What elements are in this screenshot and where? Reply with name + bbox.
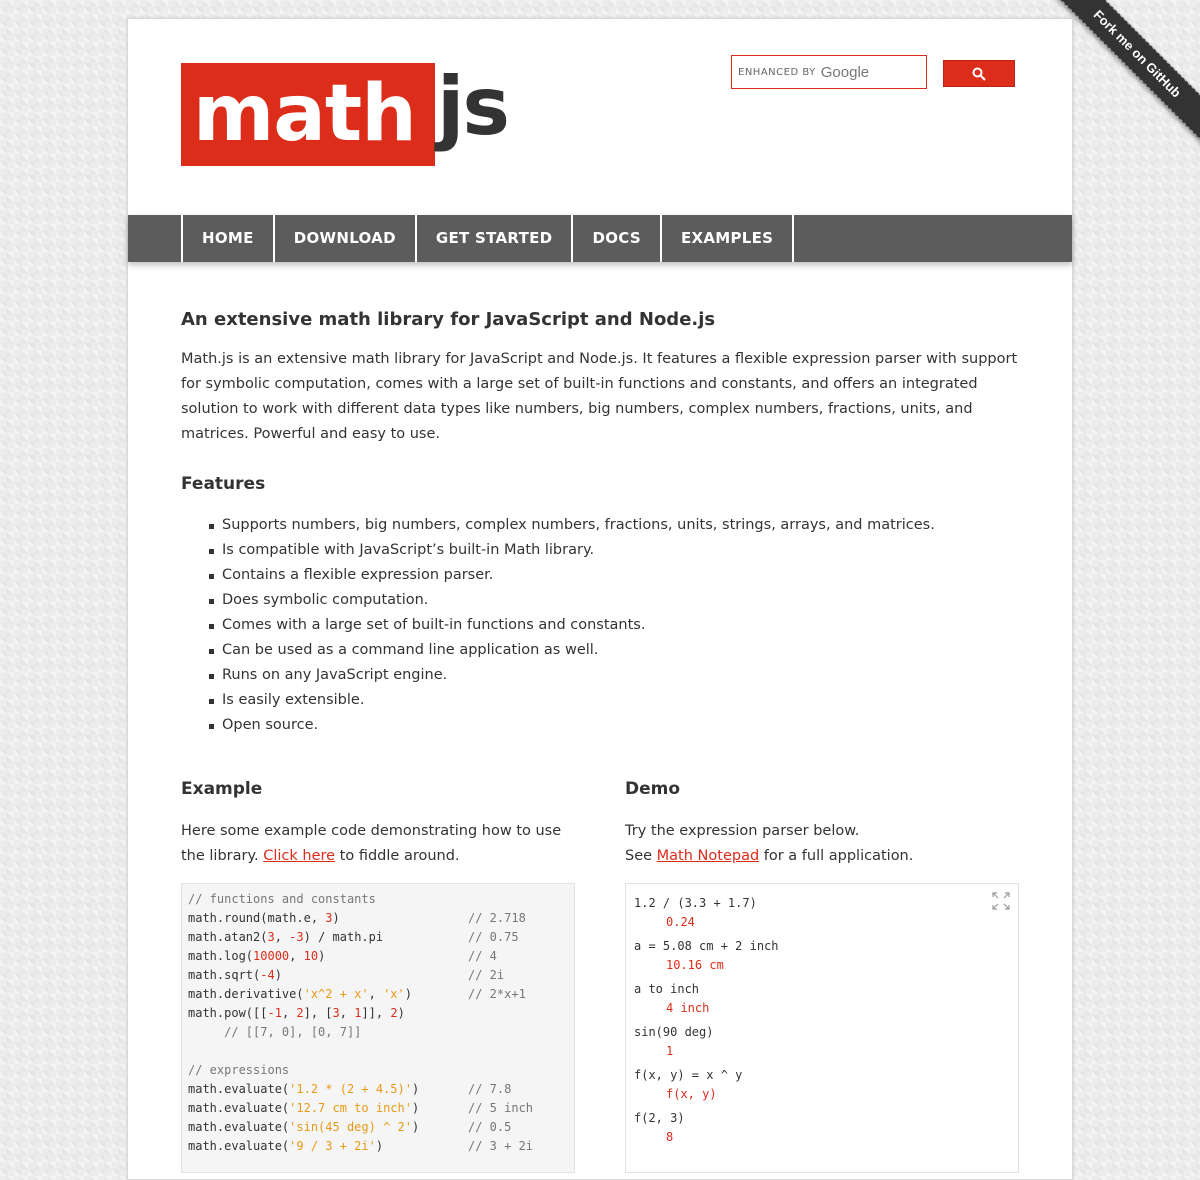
code-token: -4 — [260, 968, 275, 982]
code-token: ) — [318, 949, 326, 963]
demo-result: 1 — [666, 1044, 674, 1058]
code-token: ) — [332, 911, 340, 925]
code-result-comment: // 0.75 — [468, 930, 519, 944]
demo-result: 0.24 — [666, 915, 695, 929]
demo-expression: a to inch — [634, 982, 700, 996]
code-token: math.log( — [188, 949, 254, 963]
demo-result: f(x, y) — [666, 1087, 717, 1101]
intro-paragraph: Math.js is an extensive math library for JavaScript and Node.js. It features a flexible expression parser with support for symbolic computation, comes with a large set of built-in functions and constants, and offers an integrated solution to work with different data types like numbers, big numbers, complex numbers, fractions, units, and matrices. Powerful and easy to use. — [181, 351, 1018, 442]
code-token: ) — [411, 1120, 420, 1134]
code-token: 'x' — [383, 987, 405, 1001]
list-item: Supports numbers, big numbers, complex numbers, fractions, units, strings, arrays, and matrices. — [181, 513, 935, 538]
code-result-comment: // 0.5 — [468, 1120, 512, 1134]
code-line — [188, 1042, 574, 1061]
logo-math-text: math — [181, 63, 435, 166]
code-token: 10000 — [253, 949, 290, 963]
code-token: math.derivative( — [188, 987, 304, 1001]
demo-result: 10.16 cm — [666, 958, 724, 972]
main-nav — [128, 215, 1072, 262]
list-item: Is easily extensible. — [181, 688, 935, 713]
example-code-block — [181, 883, 575, 1173]
example-text-after: to fiddle around. — [339, 848, 460, 864]
demo-after: for a full application. — [763, 848, 914, 864]
demo-result: 4 inch — [666, 1001, 710, 1015]
demo-expression: a = 5.08 cm + 2 inch — [634, 939, 779, 953]
code-token: '9 / 3 + 2i' — [289, 1139, 376, 1153]
code-line — [188, 985, 574, 1004]
code-token: 3 — [332, 1006, 340, 1020]
code-line — [188, 928, 574, 947]
code-token: ) — [411, 1101, 420, 1115]
fullscreen-icon[interactable] — [992, 892, 1010, 910]
nav-examples[interactable]: EXAMPLES — [662, 215, 794, 262]
code-token: 3 — [325, 911, 333, 925]
demo-expression: f(x, y) = x ^ y — [634, 1068, 743, 1082]
example-description — [181, 819, 581, 869]
nav-get-started[interactable]: GET STARTED — [417, 215, 574, 262]
nav-home[interactable]: HOME — [183, 215, 275, 262]
code-token: '12.7 cm to inch' — [289, 1101, 412, 1115]
code-token: ) — [397, 1006, 405, 1020]
code-token: ) — [375, 1139, 384, 1153]
demo-description — [625, 819, 1025, 869]
list-item: Comes with a large set of built-in functions and constants. — [181, 613, 935, 638]
code-line — [188, 1080, 574, 1099]
code-token: math.evaluate( — [188, 1139, 290, 1153]
demo-entries — [634, 894, 1018, 1147]
code-token: math.sqrt( — [188, 968, 261, 982]
code-result-comment: // 3 + 2i — [468, 1139, 534, 1153]
demo-console[interactable] — [625, 883, 1019, 1173]
code-token: math.round(math.e, — [188, 911, 326, 925]
code-line — [188, 1023, 574, 1042]
code-line — [188, 1137, 574, 1156]
code-token: ) — [411, 1082, 420, 1096]
logo-js-text: js — [437, 60, 509, 153]
list-item: Open source. — [181, 713, 935, 738]
list-item: Is compatible with JavaScript’s built-in Math library. — [181, 538, 935, 563]
code-token: , — [368, 987, 384, 1001]
code-token: , — [339, 1006, 355, 1020]
code-result-comment: // 4 — [468, 949, 497, 963]
demo-heading: Demo — [625, 779, 681, 799]
code-token: // [[7, 0], [0, 7]] — [188, 1025, 362, 1039]
code-token: 2 — [296, 1006, 304, 1020]
demo-expression: f(2, 3) — [634, 1111, 685, 1125]
code-token: // expressions — [188, 1063, 290, 1077]
search-brand-label: Google — [820, 63, 870, 81]
code-token: , — [289, 949, 304, 963]
search-icon — [972, 67, 986, 81]
github-ribbon-wrap — [1050, 0, 1200, 150]
code-token: ) — [404, 987, 412, 1001]
code-token: '1.2 * (2 + 4.5)' — [289, 1082, 412, 1096]
list-item: Contains a flexible expression parser. — [181, 563, 935, 588]
page-title: An extensive math library for JavaScript and Node.js — [181, 309, 716, 330]
code-line — [188, 909, 574, 928]
code-token: ) / math.pi — [303, 930, 384, 944]
code-token: 1 — [354, 1006, 362, 1020]
search-enhanced-label: ENHANCED BY — [738, 66, 816, 78]
code-token: math.evaluate( — [188, 1120, 290, 1134]
code-token: 'x^2 + x' — [303, 987, 369, 1001]
nav-download[interactable]: DOWNLOAD — [275, 215, 417, 262]
math-notepad-link[interactable]: Math Notepad — [656, 848, 760, 864]
code-token: , — [274, 930, 290, 944]
demo-see: See — [625, 848, 653, 864]
fork-on-github-ribbon[interactable]: Fork me on GitHub — [1050, 0, 1200, 147]
code-token: 10 — [303, 949, 319, 963]
code-line — [188, 1061, 574, 1080]
code-token: 3 — [267, 930, 275, 944]
code-result-comment: // 7.8 — [468, 1082, 512, 1096]
nav-docs[interactable]: DOCS — [573, 215, 662, 262]
search-button[interactable] — [943, 60, 1015, 87]
code-line — [188, 1004, 574, 1023]
demo-expression: sin(90 deg) — [634, 1025, 714, 1039]
code-result-comment: // 2.718 — [468, 911, 526, 925]
example-heading: Example — [181, 779, 263, 799]
demo-line1: Try the expression parser below. — [625, 823, 860, 839]
code-token: ]], — [361, 1006, 391, 1020]
code-result-comment: // 2i — [468, 968, 505, 982]
code-token: 'sin(45 deg) ^ 2' — [289, 1120, 412, 1134]
code-token: 2 — [390, 1006, 398, 1020]
list-item: Can be used as a command line application as well. — [181, 638, 935, 663]
code-line — [188, 1099, 574, 1118]
demo-expression: 1.2 / (3.3 + 1.7) — [634, 896, 757, 910]
code-result-comment: // 5 inch — [468, 1101, 534, 1115]
code-line — [188, 966, 574, 985]
list-item: Runs on any JavaScript engine. — [181, 663, 935, 688]
code-token: , — [281, 1006, 297, 1020]
page-container — [127, 18, 1073, 1180]
code-line — [188, 1118, 574, 1137]
code-token: math.atan2( — [188, 930, 268, 944]
code-token: -3 — [289, 930, 304, 944]
code-line — [188, 947, 574, 966]
search-input[interactable] — [731, 55, 927, 89]
features-heading: Features — [181, 474, 266, 494]
example-text-before: Here some example code demonstrating how to use the library. — [181, 823, 562, 864]
fiddle-link[interactable]: Click here — [263, 848, 336, 864]
code-token: // functions and constants — [188, 892, 376, 906]
code-result-comment: // 2*x+1 — [468, 987, 526, 1001]
code-token: math.evaluate( — [188, 1101, 290, 1115]
code-token: math.pow([[ — [188, 1006, 268, 1020]
code-token: ) — [274, 968, 282, 982]
code-line — [188, 890, 574, 909]
features-list — [181, 513, 935, 738]
code-token: -1 — [267, 1006, 282, 1020]
list-item: Does symbolic computation. — [181, 588, 935, 613]
code-token: math.evaluate( — [188, 1082, 290, 1096]
demo-result: 8 — [666, 1130, 674, 1144]
code-token: ], [ — [303, 1006, 333, 1020]
